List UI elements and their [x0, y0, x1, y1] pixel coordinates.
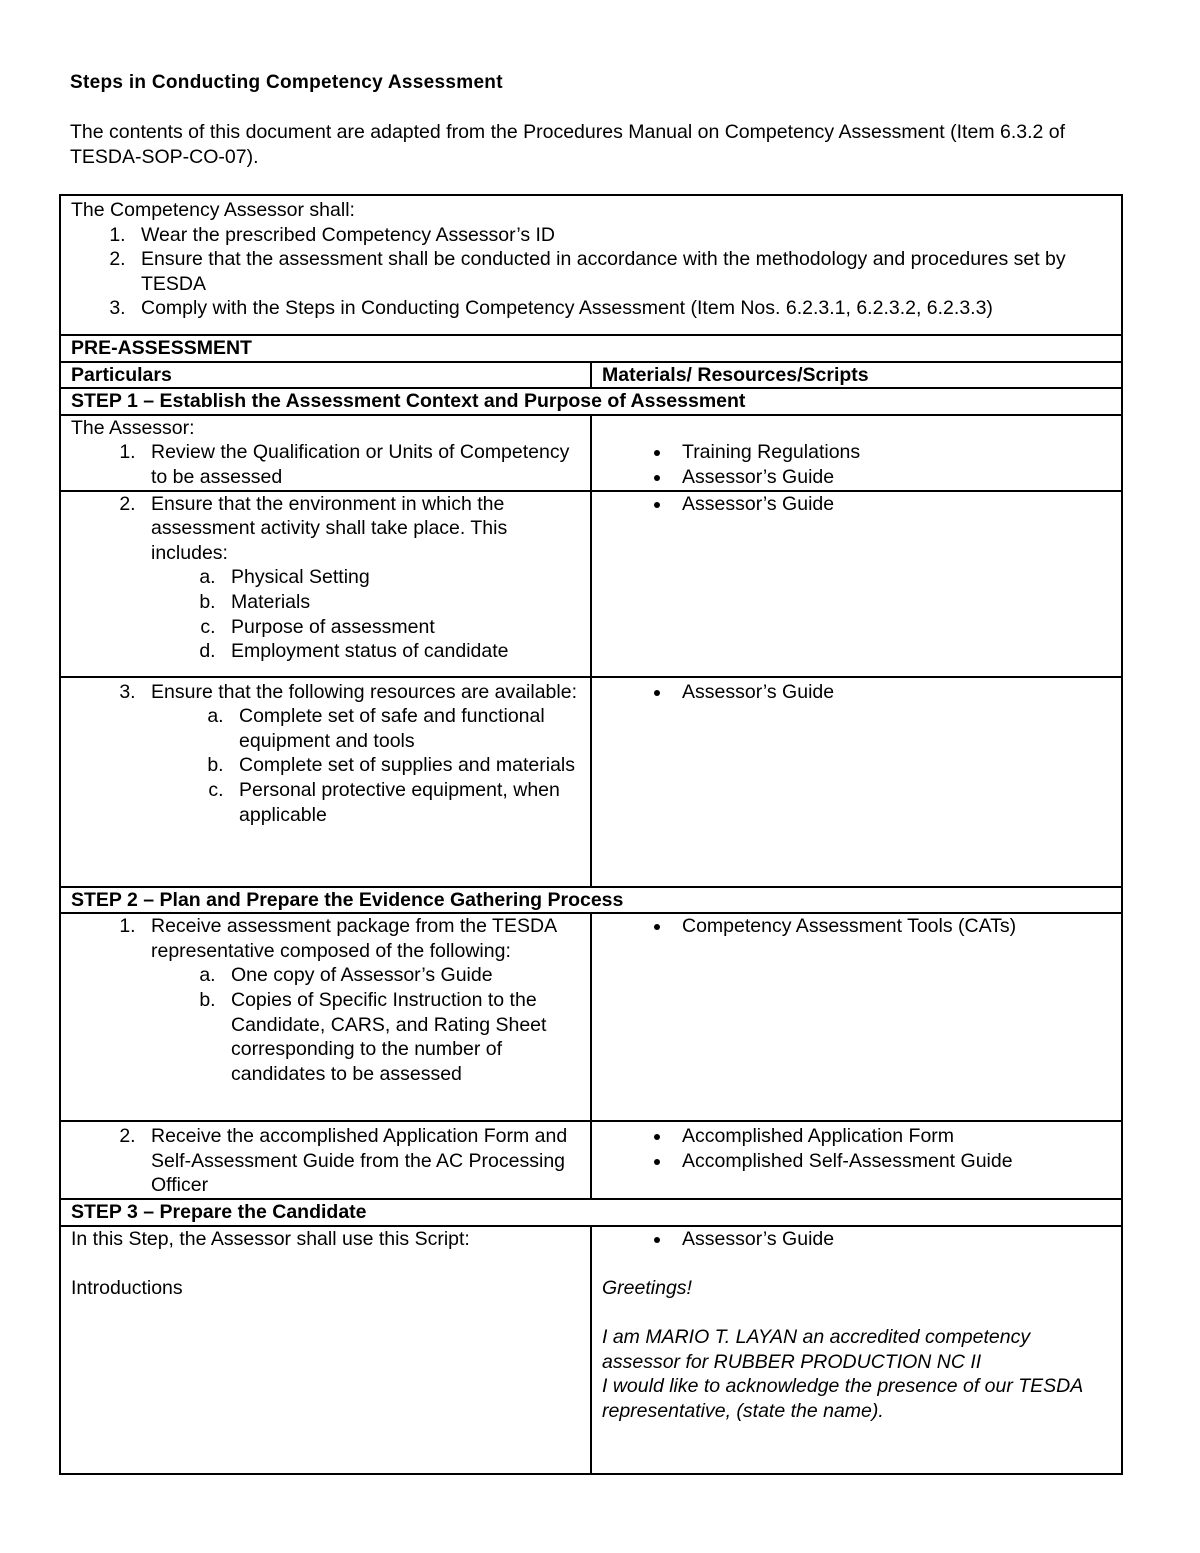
resource-item: • Assessor’s Guide	[672, 1227, 1111, 1252]
step2-row1-resources	[591, 913, 1122, 1121]
resource-item: • Competency Assessment Tools (CATs)	[672, 914, 1111, 939]
column-header-materials: Materials/ Resources/Scripts	[591, 362, 1122, 389]
sub-item: d. Employment status of candidate	[221, 639, 580, 664]
step1-row1	[60, 415, 1122, 491]
resource-item: • Training Regulations	[672, 440, 1111, 465]
step1-list-2	[71, 492, 580, 664]
sub-item: c. Personal protective equipment, when applicable	[229, 778, 580, 827]
assessor-duty-item: 3. Comply with the Steps in Conducting Competency Assessment (Item Nos. 6.2.3.1, 6.2.3.2, 6.2.3.3)	[131, 296, 1111, 321]
step1-row1-resources	[591, 415, 1122, 491]
assessor-duties-cell	[60, 195, 1122, 335]
step2-title: STEP 2 – Plan and Prepare the Evidence Gathering Process	[60, 887, 1122, 914]
assessor-duty-item: 1. Wear the prescribed Competency Assessor’s ID	[131, 223, 1111, 248]
step2-row1	[60, 913, 1122, 1121]
step1-item: 1. Review the Qualification or Units of Competency to be assessed	[141, 440, 580, 489]
step2-list-1	[71, 914, 580, 1086]
resource-item: • Assessor’s Guide	[672, 680, 1111, 705]
resource-list	[602, 492, 1111, 517]
step2-row2-particulars	[60, 1121, 591, 1199]
step3-title: STEP 3 – Prepare the Candidate	[60, 1199, 1122, 1226]
step2-row2-resources	[591, 1121, 1122, 1199]
step1-sub-list	[151, 704, 580, 827]
assessor-duties-list	[71, 223, 1111, 321]
step1-item-text: Ensure that the environment in which the assessment activity shall take place. This includes:	[151, 492, 508, 564]
step2-sub-list	[151, 963, 580, 1086]
step2-row1-particulars	[60, 913, 591, 1121]
step1-row2-particulars	[60, 491, 591, 677]
step1-title: STEP 1 – Establish the Assessment Context and Purpose of Assessment	[60, 388, 1122, 415]
step1-list-3	[71, 680, 580, 828]
step3-lead: In this Step, the Assessor shall use this Script:	[71, 1227, 470, 1250]
resource-list	[602, 440, 1111, 489]
step2-item	[141, 914, 580, 1086]
sub-item: c. Purpose of assessment	[221, 615, 580, 640]
step1-row3-particulars	[60, 677, 591, 887]
step1-lead: The Assessor:	[71, 416, 195, 439]
sub-item: b. Copies of Specific Instruction to the Candidate, CARS, and Rating Sheet corresponding to the number of candidates to be assessed	[221, 988, 580, 1086]
step1-row1-particulars	[60, 415, 591, 491]
document-intro: The contents of this document are adapted from the Procedures Manual on Competency Assessment (Item 6.3.2 of TESDA-SOP-CO-07).	[70, 121, 1066, 168]
step2-header-row	[60, 887, 1122, 914]
resource-list	[602, 914, 1111, 939]
step1-list-1	[71, 440, 580, 489]
step1-row3	[60, 677, 1122, 887]
resource-item: • Assessor’s Guide	[672, 492, 1111, 517]
step2-row2	[60, 1121, 1122, 1199]
resource-list	[602, 1124, 1111, 1173]
step2-item: 2. Receive the accomplished Application Form and Self-Assessment Guide from the AC Processing Officer	[141, 1124, 580, 1198]
step3-header-row	[60, 1199, 1122, 1226]
step1-header-row	[60, 388, 1122, 415]
step3-particulars	[60, 1226, 591, 1474]
step2-list-2	[71, 1124, 580, 1198]
assessment-steps-table	[59, 194, 1123, 1475]
document-title: Steps in Conducting Competency Assessment	[70, 72, 503, 93]
step2-item-text: Receive assessment package from the TESDA representative composed of the following:	[151, 915, 556, 962]
resource-item: • Assessor’s Guide	[672, 465, 1111, 490]
section-title: PRE-ASSESSMENT	[60, 335, 1122, 362]
assessor-duties-lead: The Competency Assessor shall:	[71, 199, 355, 221]
step3-row	[60, 1226, 1122, 1474]
resource-item: • Accomplished Self-Assessment Guide	[672, 1149, 1111, 1174]
assessor-duty-item: 2. Ensure that the assessment shall be conducted in accordance with the methodology and procedures set by TESDA	[131, 247, 1111, 296]
column-header-particulars: Particulars	[60, 362, 591, 389]
column-header-row	[60, 362, 1122, 389]
step1-item-text: Ensure that the following resources are available:	[151, 680, 577, 703]
sub-item: a. Physical Setting	[221, 565, 580, 590]
sub-item: a. Complete set of safe and functional equipment and tools	[229, 704, 580, 753]
section-header-row	[60, 335, 1122, 362]
resource-list	[602, 680, 1111, 705]
script-line: I would like to acknowledge the presence of our TESDA representative, (state the name).	[602, 1375, 1083, 1422]
resource-list	[602, 1227, 1111, 1252]
script-greeting: Greetings!	[602, 1276, 692, 1299]
sub-item: b. Complete set of supplies and materials	[229, 753, 580, 778]
step3-resources	[591, 1226, 1122, 1474]
script-line: I am MARIO T. LAYAN an accredited competency assessor for RUBBER PRODUCTION NC II	[602, 1326, 1031, 1373]
step3-label: Introductions	[71, 1276, 183, 1299]
step1-item	[141, 680, 580, 828]
sub-item: a. One copy of Assessor’s Guide	[221, 963, 580, 988]
resource-item: • Accomplished Application Form	[672, 1124, 1111, 1149]
step1-item	[141, 492, 580, 664]
assessor-duties-row	[60, 195, 1122, 335]
step1-sub-list	[151, 565, 580, 663]
step1-row2	[60, 491, 1122, 677]
step1-row3-resources	[591, 677, 1122, 887]
step1-row2-resources	[591, 491, 1122, 677]
sub-item: b. Materials	[221, 590, 580, 615]
